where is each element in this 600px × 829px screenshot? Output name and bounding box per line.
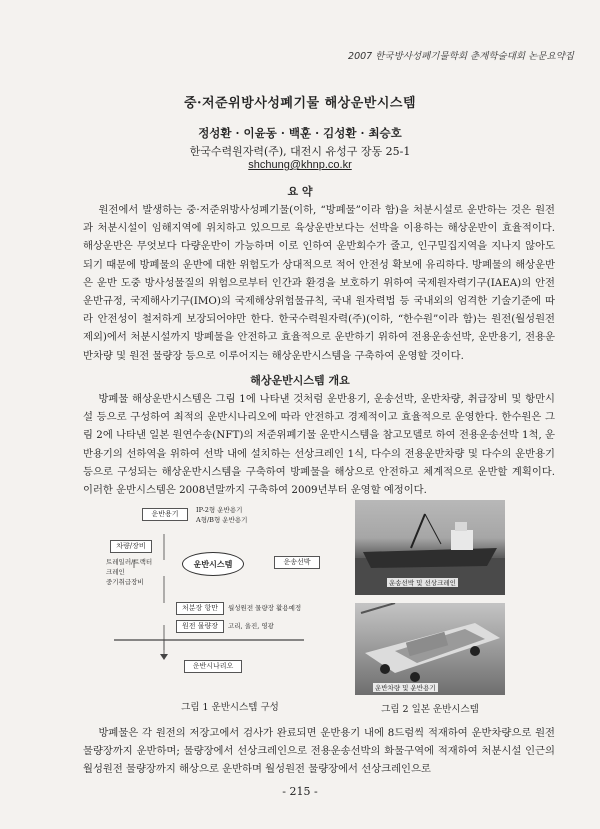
authors: 정성환 · 이윤동 · 백훈 · 김성환 · 최승호: [198, 126, 402, 140]
plant-port-item: 고리, 울진, 영광: [228, 622, 274, 630]
section-paragraph-1: 방폐물 해상운반시스템은 그림 1에 나타낸 것처럼 운반용기, 운송선박, 운반차량, 취급장비 및 항만시설 등으로 구성하여 최적의 운반시나리오에 따라 안전하고 경제적이고 효율적으로 운영한다. 한수원은 그림 2에 나타낸 일본 원연수송(NFT)의 저준위폐기물 운반시스템을 참고모델로 하여 전용운송선박 1척, 운반용기의 선하역을 위하여 선박 내에 설치하는 선상크레인 1식, 다수의 전용운반차량 및 다수의 운반용기 등으로 구성되는 해상운반시스템을 구축하여 방폐물을 해상으로 안전하고 체계적으로 운반할 계획이다. 이러한 운반시스템은 2008년말까지 구축하여 2009년부터 운영할 예정이다.: [83, 393, 555, 497]
vehicle-item-crane: 크레인: [106, 568, 125, 576]
abstract-heading: 요 약: [287, 185, 313, 198]
center-system-node: 운반시스템: [182, 552, 244, 576]
paper-title: 중·저준위방사성폐기물 해상운반시스템: [183, 96, 417, 111]
abstract-text: 원전에서 발생하는 중·저준위방사성폐기물(이하, “방폐물”이라 함)을 처분시설로 운반하는 것은 원전과 처분시설이 임해지역에 위치하고 있으므로 육상운반보다는 선박을 이용하는 해상운반이 효율적이다. 해상운반은 무엇보다 다량운반이 가능하며 이로 인하여 운반회수가 줄고, 인구밀집지역을 지나지 않아도 되기 때문에 방폐물의 운반에 대한 위험도가 상대적으로 적어 안전성 확보에 유리하다. 방폐물의 해상운반은 운반 도중 방사성물질의 위험으로부터 인간과 환경을 보호하기 위하여 국제원자력기구(IAEA)의 안전운반규정, 국제해사기구(IMO)의 국제해상위험물규칙, 국내 원자력법 등 국내외의 엄격한 기술기준에 따라 안전성이 철저하게 보장되어야만 한다. 한국수력원자력(주)(이하, “한수원”이라 함)는 원전(월성원전 제외)에서 처분시설까지 방폐물을 안전하고 효율적으로 운반하기 위하여 전용운송선박, 운반용기, 전용운반차량 및 원전 물량장 등으로 이루어지는 해상운반시스템을 구축하여 운영할 것이다.: [83, 204, 555, 362]
vehicle-item-heavy: 중기취급장비: [106, 578, 144, 586]
container-box: 운반용기: [142, 508, 188, 521]
running-header: 2007 한국방사성폐기물학회 춘계학술대회 논문요약집: [348, 51, 574, 62]
section-paragraph-2: 방폐물은 각 원전의 저장고에서 검사가 완료되면 운반용기 내에 8드럼씩 적재하여 운반차량으로 원전 물량장까지 운반하며; 물량장에서 선상크레인으로 전용운송선박의 화물구역에 적재하여 처분시설 인근의 월성원전 물량장까지 해상으로 운반하며 월성원전 물량장에서 선상크레인으로: [83, 727, 555, 776]
page-number: - 215 -: [282, 785, 318, 798]
figure-1-diagram: [104, 500, 352, 700]
vehicle-box: 차량/장비: [110, 540, 152, 553]
section-heading: 해상운반시스템 개요: [250, 374, 350, 387]
disposal-port-box: 처분장 항만: [176, 602, 224, 615]
plant-port-box: 원전 물량장: [176, 620, 224, 633]
disposal-port-item: 월성원전 물량장 활용예정: [228, 604, 302, 612]
ship-photo: [355, 500, 505, 595]
vehicle-photo-label: 운반차량 및 운반용기: [375, 684, 436, 692]
ship-box: 운송선박: [274, 556, 320, 569]
vehicle-item-trailer: 트레일러/트랙터: [106, 558, 153, 566]
ship-photo-label: 운송선박 및 선상크레인: [389, 579, 456, 587]
container-item-ab: A형/B형 운반용기: [196, 516, 248, 524]
container-item-ip2: IP-2형 운반용기: [196, 506, 243, 514]
figure-2-caption: 그림 2 일본 운반시스템: [381, 704, 479, 715]
email-link[interactable]: shchung@khnp.co.kr: [248, 159, 352, 171]
vehicle-illustration: [355, 603, 505, 695]
figure-1-caption: 그림 1 운반시스템 구성: [181, 702, 279, 713]
vehicle-photo: [355, 603, 505, 695]
affiliation: 한국수력원자력(주), 대전시 유성구 장동 25-1: [189, 145, 411, 158]
scenario-box: 운반시나리오: [184, 660, 242, 673]
